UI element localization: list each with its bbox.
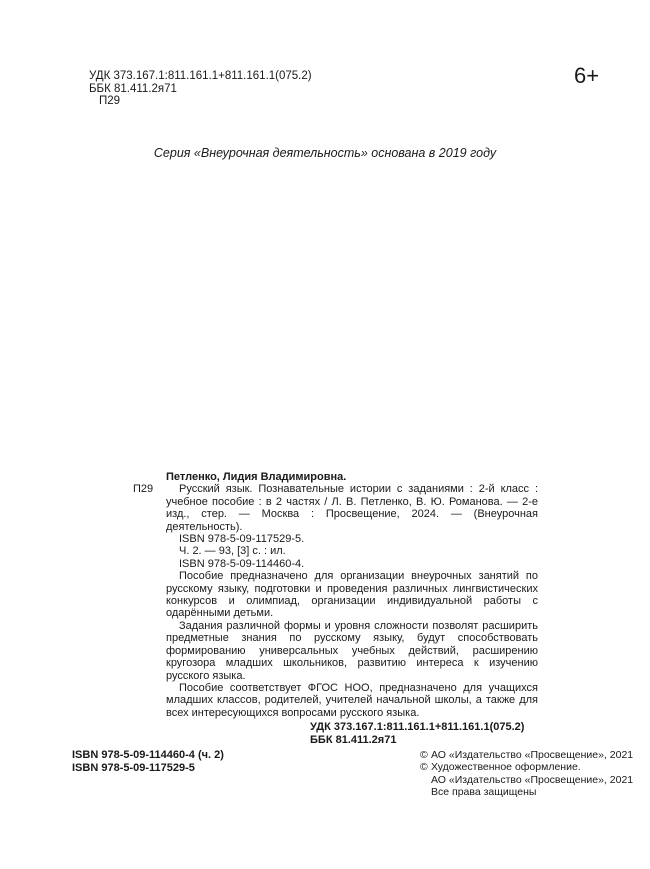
copyright-line-2: Художественное оформление. bbox=[431, 761, 581, 774]
catalog-isbn-part: ISBN 978-5-09-114460-4. bbox=[179, 557, 305, 570]
header-author-code: П29 bbox=[99, 95, 121, 107]
catalog-author: Петленко, Лидия Владимировна. bbox=[166, 471, 347, 483]
catalog-description: Русский язык. Познавательные истории с заданиями : 2-й класс : учебное пособие : в 2 частях / Л. В. Петленко, В. Ю. Романова. — 2-е изд., стер. — Москва : Просвещение, 2024. — (Внеурочная деятельность). bbox=[166, 483, 538, 533]
catalog-annotation-2: Задания различной формы и уровня сложности позволят расширить предметные знания по русскому языку, будут способствовать формированию универсальных учебных действий, расширению кругозора младших школьников, развитию интереса к изучению русского языка. bbox=[166, 619, 538, 682]
header-udk: УДК 373.167.1:811.161.1+811.161.1(075.2) bbox=[89, 70, 312, 82]
catalog-isbn-set: ISBN 978-5-09-117529-5. bbox=[179, 533, 305, 546]
copyright-line-4: Все права защищены bbox=[431, 786, 537, 799]
copyright-line-3: АО «Издательство «Просвещение», 2021 bbox=[431, 773, 634, 786]
isbn-block bbox=[72, 749, 224, 774]
catalog-udk: УДК 373.167.1:811.161.1+811.161.1(075.2) bbox=[310, 721, 525, 734]
age-rating: 6+ bbox=[574, 63, 600, 88]
copyright-block bbox=[420, 749, 633, 799]
catalog-bbk: ББК 81.411.2я71 bbox=[310, 733, 397, 746]
catalog-annotation-3: Пособие соответствует ФГОС НОО, предназначено для учащихся младших классов, родителей, учителей начальной школы, а также для всех интересующихся вопросами русского языка. bbox=[166, 681, 538, 719]
isbn-part: ISBN 978-5-09-114460-4 (ч. 2) bbox=[72, 749, 224, 761]
catalog-author-code: П29 bbox=[133, 483, 154, 496]
catalog-card bbox=[133, 471, 538, 746]
header-bbk: ББК 81.411.2я71 bbox=[89, 82, 177, 95]
isbn-set: ISBN 978-5-09-117529-5 bbox=[72, 761, 195, 774]
copyright-symbol: © bbox=[420, 749, 428, 761]
header-classification bbox=[89, 70, 312, 108]
catalog-part: Ч. 2. — 93, [3] с. : ил. bbox=[179, 545, 286, 558]
copyright-line-1: АО «Издательство «Просвещение», 2021 bbox=[431, 749, 634, 761]
copyright-symbol: © bbox=[420, 761, 428, 774]
catalog-annotation-1: Пособие предназначено для организации внеурочных занятий по русскому языку, подготовки и проведения различных лингвистических конкурсов и олимпиад, организации индивидуальной работы с одарёнными детьми. bbox=[166, 570, 538, 620]
series-note: Серия «Внеурочная деятельность» основана в 2019 году bbox=[153, 146, 497, 160]
